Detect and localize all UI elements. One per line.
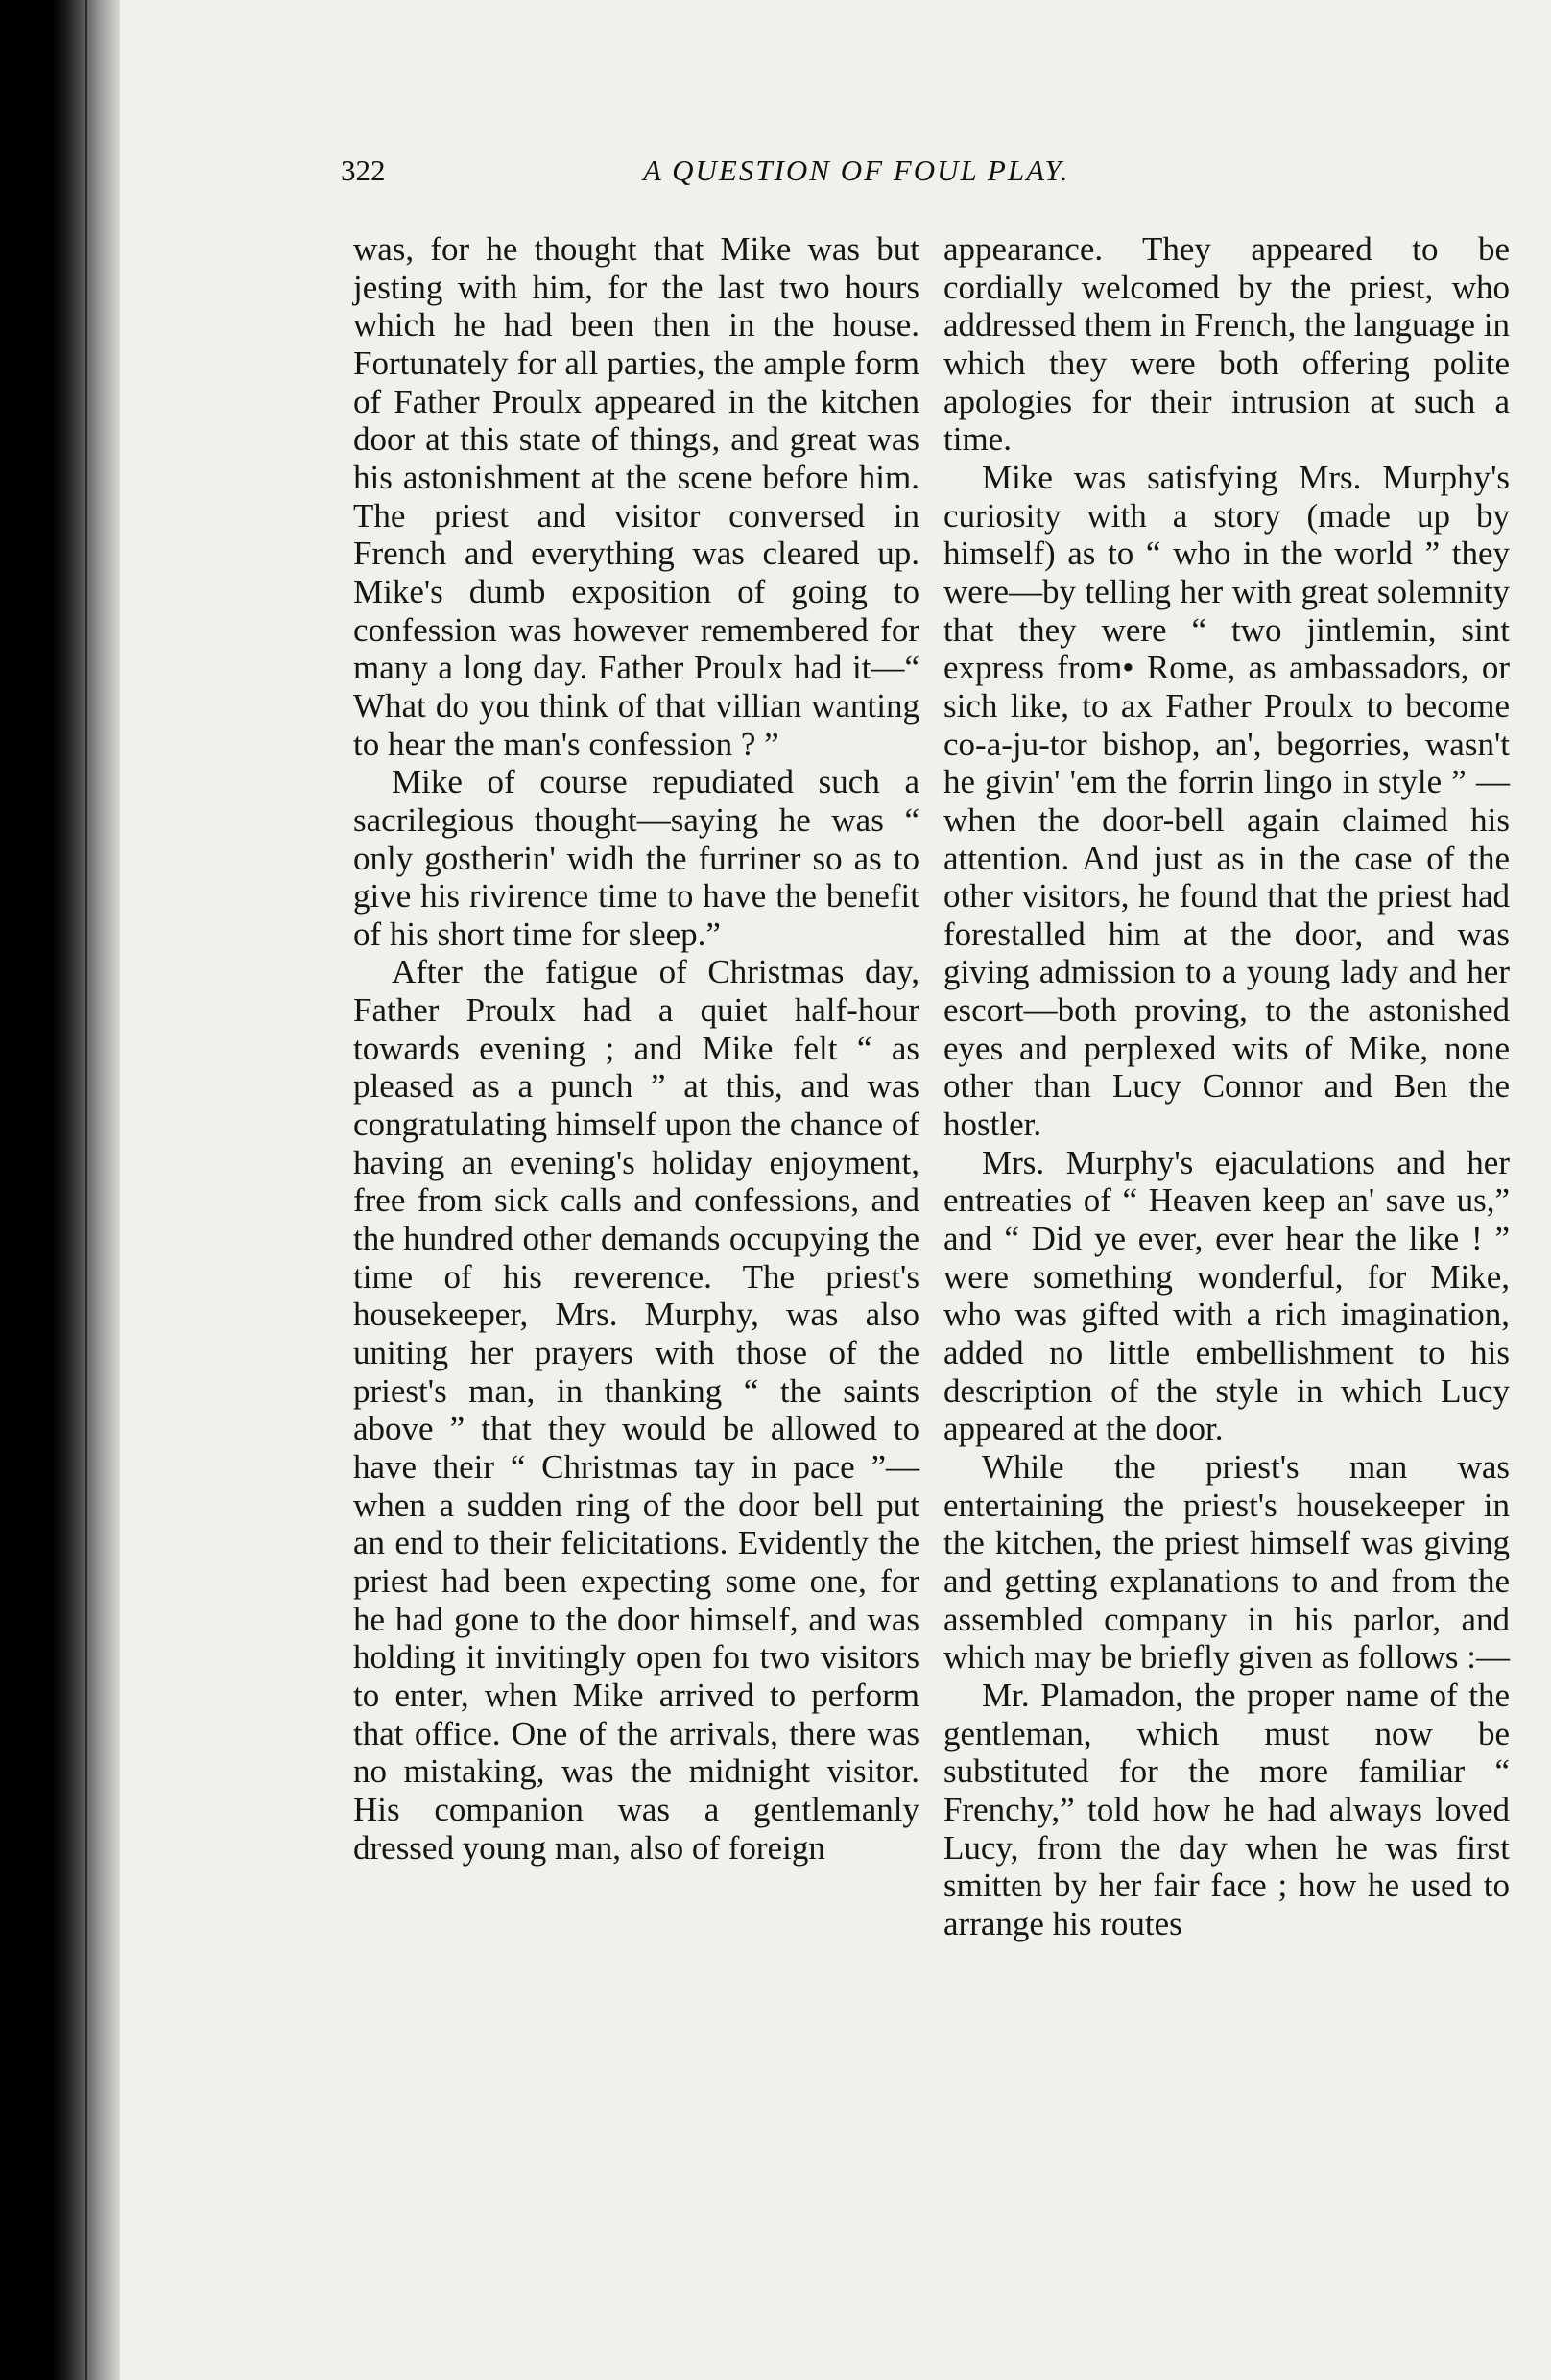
binding-line xyxy=(70,0,72,2380)
paragraph: Mr. Plamadon, the proper name of the gentleman, which must now be substituted for the more familiar “ Frenchy,” told how he had always loved Lucy, from the day when he was first smitten by her fair face ; how he used to arrange his routes xyxy=(943,1676,1510,1942)
page-number: 322 xyxy=(341,154,386,187)
running-title: A QUESTION OF FOUL PLAY. xyxy=(643,154,1070,187)
text-column-right xyxy=(943,230,1510,1943)
paragraph: was, for he thought that Mike was but jesting with him, for the last two hours which he had been then in the house. Fortunately for all parties, the ample form of Father Proulx appeared in the kitchen door at this state of things, and great was his astonishment at the scene before him. The priest and visitor conversed in French and everything was cleared up. Mike's dumb exposition of going to confession was however remembered for many a long day. Father Proulx had it—“ What do you think of that villian wanting to hear the man's confession ? ” xyxy=(353,230,919,763)
paragraph: Mike of course repudiated such a sacrilegious thought—saying he was “ only gostherin' widh the furriner so as to give his rivirence time to have the benefit of his short time for sleep.” xyxy=(353,763,919,953)
paragraph: While the priest's man was entertaining the priest's housekeeper in the kitchen, the priest himself was giving and getting explanations to and from the assembled company in his parlor, and which may be briefly given as follows :— xyxy=(943,1448,1511,1677)
paragraph: Mrs. Murphy's ejaculations and her entreaties of “ Heaven keep an' save us,” and “ Did ye ever, ever hear the like ! ” were something wonderful, for Mike, who was gifted with a rich imagination, added no little embellishment to his description of the style in which Lucy appeared at the door. xyxy=(943,1143,1510,1448)
paragraph: Mike was satisfying Mrs. Murphy's curiosity with a story (made up by himself) as to “ who in the world ” they were—by telling her with great solemnity that they were “ two jintlemin, sint express from• Rome, as ambassadors, or sich like, to ax Father Proulx to become co-a-ju-tor bishop, an', begorries, wasn't he givin' 'em the forrin lingo in style ” —when the door-bell again claimed his attention. And just as in the case of the other visitors, he found that the priest had forestalled him at the door, and was giving admission to a young lady and her escort—both proving, to the astonished eyes and perplexed wits of Mike, none other than Lucy Connor and Ben the hostler. xyxy=(943,458,1510,1144)
paragraph: appearance. They appeared to be cordially welcomed by the priest, who addressed them in French, the language in which they were both offering polite apologies for their intrusion at such a time. xyxy=(943,230,1510,459)
paragraph: After the fatigue of Christmas day, Father Proulx had a quiet half-hour towards evening ; and Mike felt “ as pleased as a punch ” at this, and was congratulating himself upon the chance of having an evening's holiday enjoyment, free from sick calls and confessions, and the hundred other demands occupying the time of his reverence. The priest's housekeeper, Mrs. Murphy, was also uniting her prayers with those of the priest's man, in thanking “ the saints above ” that they would be allowed to have their “ Christmas tay in pace ”—when a sudden ring of the door bell put an end to their felicitations. Evidently the priest had been expecting some one, for he had gone to the door himself, and was holding it invitingly open foı two visitors to enter, when Mike arrived to perform that office. One of the arrivals, there was no mistaking, was the midnight visitor. His companion was a gentlemanly dressed young man, also of foreign xyxy=(353,953,919,1867)
binding-line xyxy=(85,0,87,2380)
text-column-left xyxy=(353,230,919,1867)
running-header xyxy=(341,154,1300,196)
